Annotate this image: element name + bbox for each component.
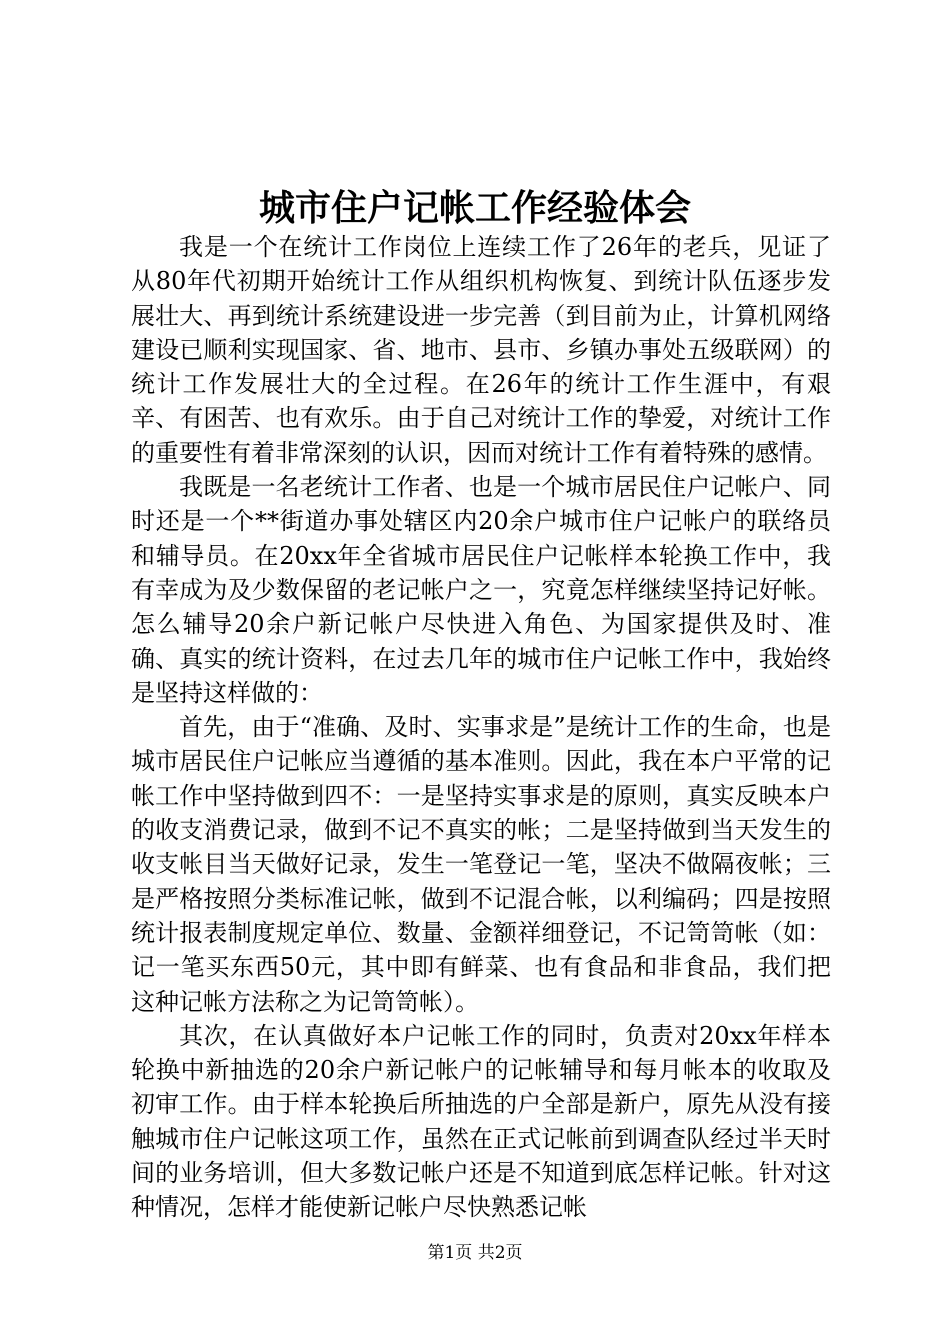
paragraph: 首先，由于“准确、及时、实事求是”是统计工作的生命，也是城市居民住户记帐应当遵循的基本准则。因此，我在本户平常的记帐工作中坚持做到四不：一是坚持实事求是的原则，真实反映本户的收支消费记录，做到不记不真实的帐；二是坚持做到当天发生的收支帐目当天做好记录，发生一笔登记一笔，坚决不做隔夜帐；三是严格按照分类标准记帐，做到不记混合帐，以利编码；四是按照统计报表制度规定单位、数量、金额祥细登记，不记笥笥帐（如：记一笔买东西50元，其中即有鲜菜、也有食品和非食品，我们把这种记帐方法称之为记笥笥帐）。: [131, 713, 831, 1016]
document-body: [131, 230, 831, 1225]
paragraph: 其次，在认真做好本户记帐工作的同时，负责对20xx年样本轮换中新抽选的20余户新记帐户的记帐辅导和每月帐本的收取及初审工作。由于样本轮换后所抽选的户全部是新户，原先从没有接触城市住户记帐这项工作，虽然在正式记帐前到调查队经过半天时间的业务培训，但大多数记帐户还是不知道到底怎样记帐。针对这种情况，怎样才能使新记帐户尽快熟悉记帐: [131, 1021, 831, 1222]
document-title: 城市住户记帐工作经验体会: [258, 187, 691, 229]
paragraph: 我既是一名老统计工作者、也是一个城市居民住户记帐户、同时还是一个**街道办事处辖区内20余户城市住户记帐户的联络员和辅导员。在20xx年全省城市居民住户记帐样本轮换工作中，我有幸成为及少数保留的老记帐户之一，究竟怎样继续坚持记好帐。怎么辅导20余户新记帐户尽快进入角色、为国家提供及时、准确、真实的统计资料，在过去几年的城市住户记帐工作中，我始终是坚持这样做的：: [131, 473, 831, 707]
paragraph: 我是一个在统计工作岗位上连续工作了26年的老兵，见证了从80年代初期开始统计工作从组织机构恢复、到统计队伍逐步发展壮大、再到统计系统建设进一步完善（到目前为止，计算机网络建设已顺利实现国家、省、地市、县市、乡镇办事处五级联网）的统计工作发展壮大的全过程。在26年的统计工作生涯中，有艰辛、有困苦、也有欢乐。由于自己对统计工作的挚爱，对统计工作的重要性有着非常深刻的认识，因而对统计工作有着特殊的感情。: [131, 233, 831, 467]
page-footer: 第1页 共2页: [427, 1243, 523, 1263]
